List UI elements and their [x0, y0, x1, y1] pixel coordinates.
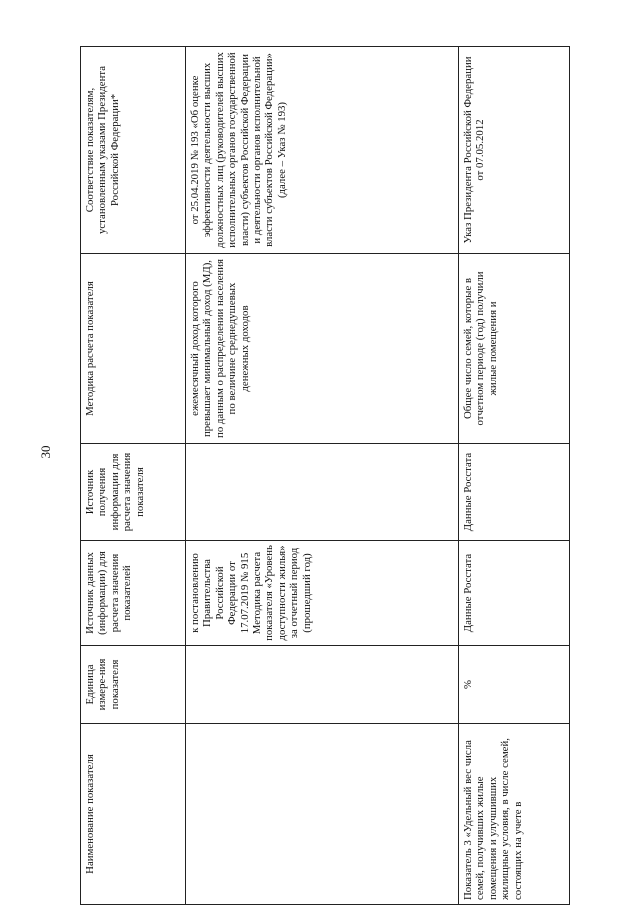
- header-indicator-name: Наименование показателя: [81, 724, 186, 905]
- cell-presidential-compliance: от 25.04.2019 № 193 «Об оценке эффективности деятельности высших должностных лиц (руководителей высших исполнительных органов государственной власти) субъектов Российской Федерации и деятельности органов исполнительной власти субъектов Российской Федерации» (далее – Указ № 193): [186, 47, 459, 254]
- cell-calculation-method: Общее число семей, которые в отчетном периоде (год) получили жилые помещения и: [459, 254, 570, 444]
- cell-presidential-compliance: Указ Президента Российской Федерации от 07.05.2012: [459, 47, 570, 254]
- cell-calculation-method: ежемесячный доход которого превышает минимальный доход (МД), по данным о распределении населения по величине среднедушевых денежных доходов: [186, 254, 459, 444]
- cell-unit: [186, 646, 459, 724]
- indicators-table: [80, 46, 570, 905]
- table-row: [459, 47, 570, 905]
- table-header-row: [81, 47, 186, 905]
- header-info-source: Источник получения информации для расчета значения показателя: [81, 444, 186, 541]
- rotated-page-content: [80, 0, 560, 905]
- cell-indicator-name: Показатель 3 «Удельный вес числа семей, получивших жилые помещения и улучшивших жилищные условия, в числе семей, состоящих на учете в: [459, 724, 570, 905]
- cell-data-source: Данные Росстата: [459, 541, 570, 646]
- page-number: 30: [38, 445, 53, 459]
- header-unit: Единица измере-ния показателя: [81, 646, 186, 724]
- cell-indicator-name: [186, 724, 459, 905]
- header-presidential-compliance: Соответствие показателям, установленным указами Президента Российской Федерации*: [81, 47, 186, 254]
- cell-info-source: Данные Росстата: [459, 444, 570, 541]
- header-calculation-method: Методика расчета показателя: [81, 254, 186, 444]
- cell-unit: %: [459, 646, 570, 724]
- cell-info-source: [186, 444, 459, 541]
- header-data-source: Источник данных (информации) для расчета значения показателей: [81, 541, 186, 646]
- cell-data-source: к постановлению Правительства Российской Федерации от 17.07.2019 № 915 Методика расчета показателя «Уровень доступности жилья» за отчетный период (прошедший год): [186, 541, 459, 646]
- table-row: [186, 47, 459, 905]
